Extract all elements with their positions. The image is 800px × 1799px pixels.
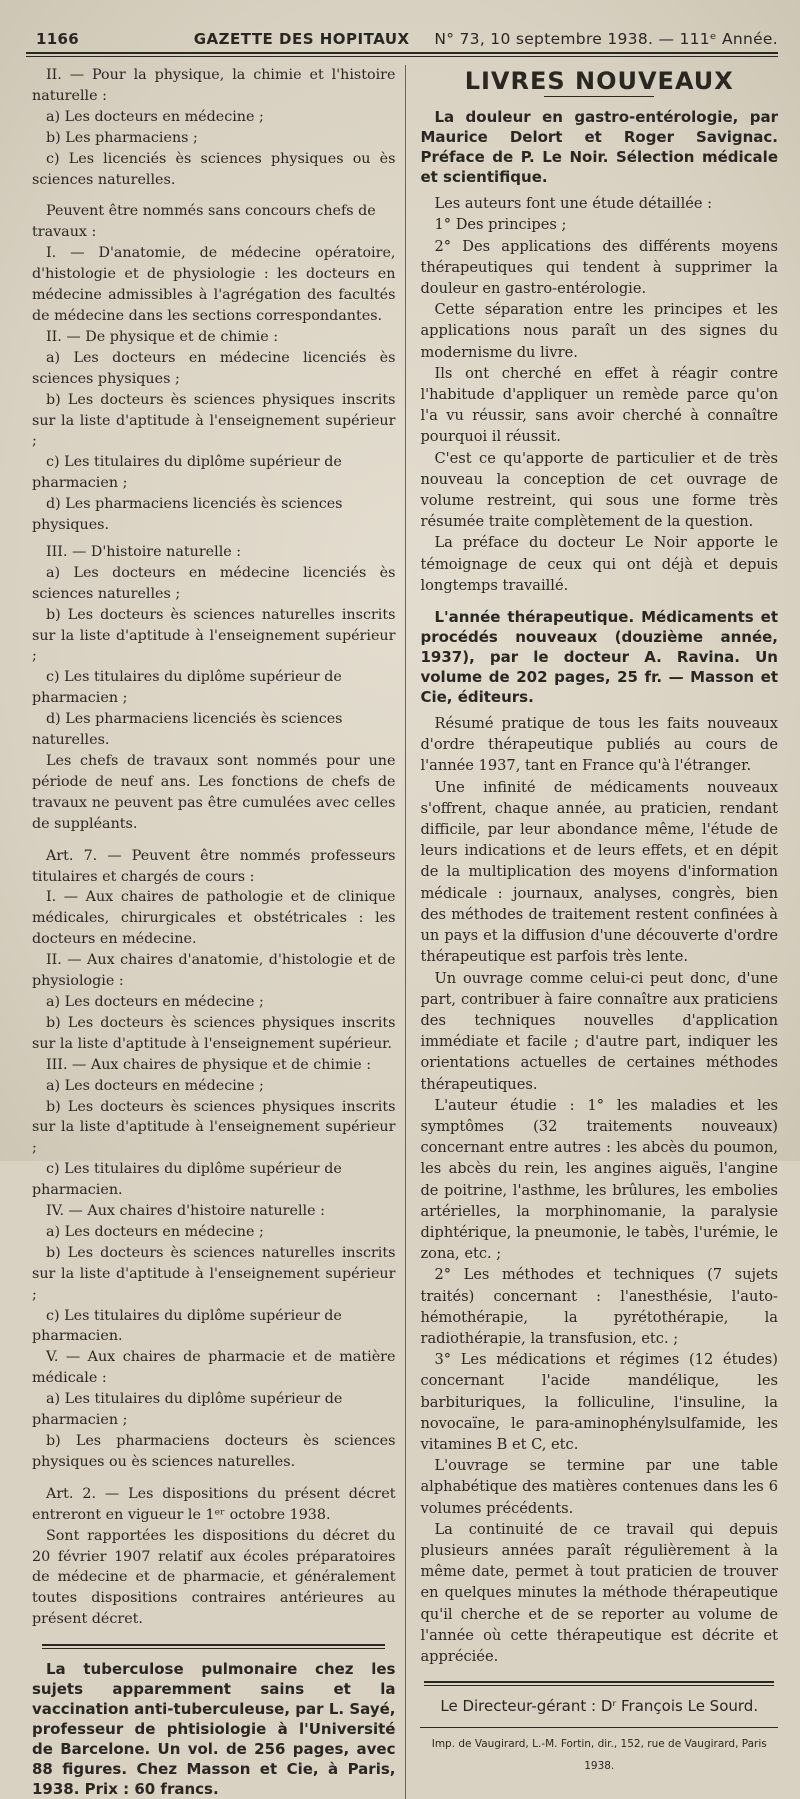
paragraph: Ils ont cherché en effet à réagir contre l'habitude d'appliquer un remède parce qu'on l'a vu réussir, sans avoir cherché à connaître pourquoi il réussit. <box>420 364 778 446</box>
paragraph: 3° Les médications et régimes (12 études) concernant l'acide mandélique, les barbituriques, la folliculine, l'insuline, la novocaïne, le para-aminophénylsulfamide, les vitamines B et C, etc. <box>420 1351 778 1453</box>
list-item: b) Les docteurs ès sciences physiques inscrits sur la liste d'aptitude à l'enseignement supérieur. <box>32 1014 396 1052</box>
paragraph: II. — Aux chaires d'anatomie, d'histologie et de physiologie : <box>32 952 396 990</box>
paragraph: IV. — Aux chaires d'histoire naturelle : <box>46 1203 325 1220</box>
paragraph: Les auteurs font une étude détaillée : <box>434 195 713 213</box>
list-item: a) Les docteurs en médecine licenciés ès sciences naturelles ; <box>32 564 396 602</box>
paragraph: I. — Aux chaires de pathologie et de clinique médicales, chirurgicales et obstétricales : les docteurs en médecine. <box>32 889 396 948</box>
list-item: a) Les titulaires du diplôme supérieur de pharmacien ; <box>32 1391 343 1429</box>
list-item: b) Les docteurs ès sciences physiques inscrits sur la liste d'aptitude à l'enseignement supérieur ; <box>32 391 396 450</box>
list-item: 2° Des applications des différents moyens thérapeutiques qui tendent à supprimer la douleur en gastro-entérologie. <box>420 237 778 298</box>
paragraph: Sont rapportées les dispositions du décret du 20 février 1907 relatif aux écoles préparatoires de médecine et de pharmacie, et généralement toutes dispositions contraires antérieures au présent décret. <box>32 1527 396 1628</box>
list-item: b) Les docteurs ès sciences physiques inscrits sur la liste d'aptitude à l'enseignement supérieur ; <box>32 1098 396 1157</box>
issue-info: N° 73, 10 septembre 1938. — 111ᵉ Année. <box>434 30 778 48</box>
paragraph: V. — Aux chaires de pharmacie et de matière médicale : <box>32 1349 396 1387</box>
section-rule <box>424 1681 774 1686</box>
paragraph: Cette séparation entre les principes et les applications nous paraît un des signes du modernisme du livre. <box>420 301 778 361</box>
list-item: b) Les pharmaciens ; <box>46 129 198 146</box>
list-item: a) Les docteurs en médecine ; <box>46 108 264 125</box>
article-heading: Art. 2. — Les dispositions du présent décret entreront en vigueur le 1ᵉʳ octobre 1938. <box>32 1485 396 1523</box>
list-item: d) Les pharmaciens licenciés ès sciences physiques. <box>32 496 343 534</box>
list-item: d) Les pharmaciens licenciés ès sciences naturelles. <box>32 711 343 749</box>
paragraph: Une infinité de médicaments nouveaux s'offrent, chaque année, au praticien, rendant difficile, par leur abondance même, l'étude de leurs indications et de leurs effets, et en dépit de la multiplication des moyens d'information médicale : journaux, analyses, congrès, bien des méthodes de traitement restent confinées à un pays et la diffusion d'une découverte d'ordre thérapeutique est parfois très lente. <box>420 778 778 966</box>
paragraph: II. — Pour la physique, la chimie et l'histoire naturelle : <box>32 67 396 104</box>
paragraph: 2° Les méthodes et techniques (7 sujets traités) concernant : l'anesthésie, l'auto-hémothérapie, la pyrétothérapie, la radiothérapie, la transfusion, etc. ; <box>420 1266 778 1347</box>
list-item: a) Les docteurs en médecine licenciés ès sciences physiques ; <box>32 349 396 387</box>
list-item: c) Les titulaires du diplôme supérieur de pharmacien ; <box>32 669 342 707</box>
list-item: b) Les docteurs ès sciences naturelles inscrits sur la liste d'aptitude à l'enseignement supérieur ; <box>32 606 396 665</box>
list-item: c) Les titulaires du diplôme supérieur de pharmacien ; <box>32 454 342 492</box>
paragraph: III. — Aux chaires de physique et de chimie : <box>46 1056 372 1073</box>
director-signature: Le Directeur-gérant : Dʳ François Le Sourd. <box>440 1697 759 1716</box>
list-item: c) Les titulaires du diplôme supérieur de pharmacien. <box>32 1307 342 1345</box>
paragraph: Un ouvrage comme celui-ci peut donc, d'une part, contribuer à faire connaître aux praticiens des techniques nouvelles d'application immédiate et facile ; d'autre part, indiquer les orientations actuelles de certaines méthodes thérapeutiques. <box>420 969 778 1093</box>
right-column <box>406 65 778 1799</box>
columns <box>26 65 778 1799</box>
paragraph: La continuité de ce travail qui depuis plusieurs années paraît régulièrement à la même date, permet à tout praticien de trouver en quelques minutes la méthode thérapeutique qu'il cherche et de se reporter au volume de l'année où cette thérapeutique est décrite et appréciée. <box>420 1520 778 1665</box>
paragraph: Peuvent être nommés sans concours chefs de travaux : <box>32 203 376 241</box>
list-item: c) Les licenciés ès sciences physiques ou ès sciences naturelles. <box>32 150 396 188</box>
article-heading: Art. 7. — Peuvent être nommés professeurs titulaires et chargés de cours : <box>32 847 396 885</box>
paragraph: L'auteur étudie : 1° les maladies et les symptômes (32 traitements nouveaux) concernant entre autres : les abcès du poumon, les abcès du rein, les angines aiguës, l'angine de poitrine, l'asthme, les brûlures, les embolies artérielles, la morphinomanie, la paralysie diphtérique, la pneumonie, le tabès, l'urémie, le zona, etc. ; <box>420 1096 778 1263</box>
left-column <box>26 65 406 1799</box>
paragraph: La préface du docteur Le Noir apporte le témoignage de ceux qui ont déjà et depuis longtemps travaillé. <box>420 534 778 594</box>
list-item: c) Les titulaires du diplôme supérieur de pharmacien. <box>32 1161 342 1199</box>
publication-title: GAZETTE DES HOPITAUX <box>193 30 410 48</box>
list-item: b) Les docteurs ès sciences naturelles inscrits sur la liste d'aptitude à l'enseignement supérieur ; <box>32 1244 396 1303</box>
list-item: a) Les docteurs en médecine ; <box>46 1223 264 1240</box>
header-rule <box>26 52 778 57</box>
section-title: LIVRES NOUVEAUX <box>464 67 734 95</box>
paragraph: C'est ce qu'apporte de particulier et de très nouveau la conception de cet ouvrage de volume restreint, qui sous une forme très résumée traite complètement de la question. <box>420 449 778 531</box>
section-heading: III. — D'histoire naturelle : <box>46 543 242 560</box>
page-number: 1166 <box>36 30 79 48</box>
list-item: 1° Des principes ; <box>434 216 567 234</box>
printer-imprint: Imp. de Vaugirard, L.-M. Fortin, dir., 152, rue de Vaugirard, Paris 1938. <box>420 1727 778 1776</box>
title-rule <box>544 96 654 97</box>
paragraph: Résumé pratique de tous les faits nouveaux d'ordre thérapeutique publiés au cours de l'année 1937, tant en France qu'à l'étranger. <box>420 715 778 775</box>
section-heading: II. — De physique et de chimie : <box>46 328 279 345</box>
book-review-title: La tuberculose pulmonaire chez les sujets apparemment sains et la vaccination anti-tuberculeuse, par L. Sayé, professeur de phtisiologie à l'Université de Barcelone. Un vol. de 256 pages, avec 88 figures. Chez Masson et Cie, à Paris, 1938. Prix : 60 francs. <box>32 1660 396 1799</box>
section-rule <box>42 1644 385 1649</box>
page-header <box>26 14 778 52</box>
list-item: a) Les docteurs en médecine ; <box>46 993 264 1010</box>
paragraph: I. — D'anatomie, de médecine opératoire, d'histologie et de physiologie : les docteurs en médecine admissibles à l'agrégation des facultés de médecine dans les sections correspondantes. <box>32 245 396 324</box>
list-item: a) Les docteurs en médecine ; <box>46 1077 264 1094</box>
paragraph: L'ouvrage se termine par une table alphabétique des matières contenues dans les 6 volumes précédents. <box>420 1457 778 1517</box>
book-review-title: L'année thérapeutique. Médicaments et procédés nouveaux (douzième année, 1937), par le docteur A. Ravina. Un volume de 202 pages, 25 fr. — Masson et Cie, éditeurs. <box>420 608 778 707</box>
paragraph: Les chefs de travaux sont nommés pour une période de neuf ans. Les fonctions de chefs de travaux ne peuvent pas être cumulées avec celles de suppléants. <box>32 753 396 832</box>
book-review-title: La douleur en gastro-entérologie, par Maurice Delort et Roger Savignac. Préface de P. Le Noir. Sélection médicale et scientifique. <box>420 108 778 187</box>
list-item: b) Les pharmaciens docteurs ès sciences physiques ou ès sciences naturelles. <box>32 1433 396 1470</box>
